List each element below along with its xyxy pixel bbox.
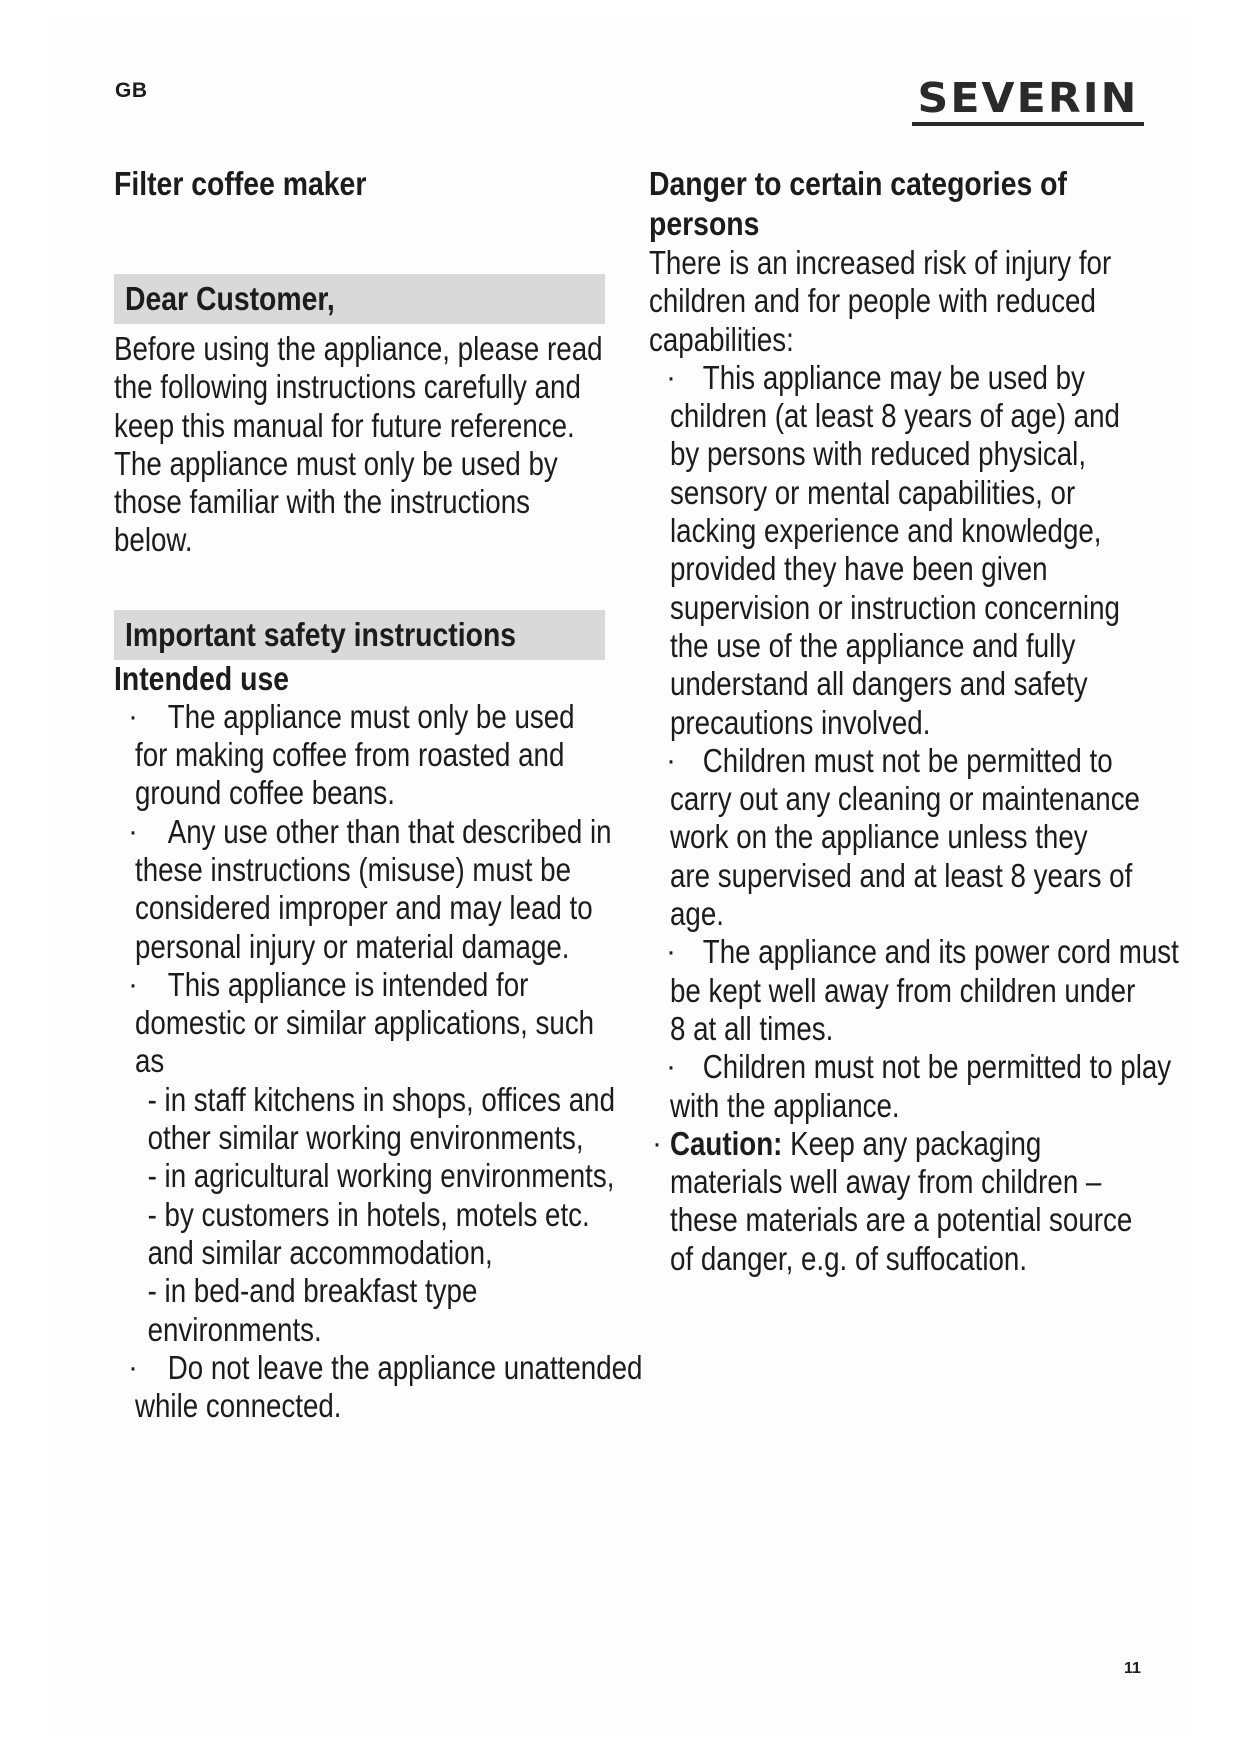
text-line: Do not leave the appliance unattended bbox=[167, 1348, 643, 1386]
text-line: This appliance may be used by bbox=[702, 358, 1085, 396]
text-line: the use of the appliance and fully bbox=[670, 626, 1076, 664]
dear-customer-heading-bar bbox=[114, 274, 605, 324]
bullet-dot: · bbox=[128, 814, 138, 848]
text-line: personal injury or material damage. bbox=[135, 927, 570, 965]
text-line: the following instructions carefully and bbox=[114, 368, 581, 406]
text-line: by persons with reduced physical, bbox=[670, 435, 1087, 473]
caution-text: Keep any packaging bbox=[782, 1124, 1042, 1162]
text-line: children and for people with reduced bbox=[649, 282, 1096, 320]
dear-customer-heading: Dear Customer, bbox=[125, 280, 335, 317]
text-line: these materials are a potential source bbox=[670, 1201, 1133, 1239]
bullet-dot: · bbox=[128, 967, 138, 1001]
bullet-item bbox=[649, 933, 1189, 1048]
danger-heading bbox=[649, 164, 1189, 244]
text-line: - in staff kitchens in shops, offices and bbox=[147, 1080, 616, 1118]
text-line: Any use other than that described in bbox=[167, 812, 612, 850]
text-line: This appliance is intended for bbox=[167, 965, 529, 1003]
text-line: age. bbox=[670, 895, 724, 933]
application-list bbox=[114, 1081, 644, 1349]
safety-heading-bar bbox=[114, 610, 605, 660]
page-title: Filter coffee maker bbox=[114, 165, 367, 202]
text-line: carry out any cleaning or maintenance bbox=[670, 780, 1140, 818]
text-line: with the appliance. bbox=[670, 1086, 900, 1124]
bullet-dot: · bbox=[666, 743, 676, 777]
text-line: work on the appliance unless they bbox=[670, 818, 1088, 856]
text-line: these instructions (misuse) must be bbox=[135, 850, 571, 888]
caution-label: Caution: bbox=[670, 1124, 783, 1162]
severin-logo bbox=[912, 76, 1144, 128]
text-line: 8 at all times. bbox=[670, 1009, 834, 1047]
text-line: - by customers in hotels, motels etc. bbox=[147, 1195, 590, 1233]
text-line: The appliance must only be used bbox=[167, 697, 575, 735]
text-line: environments. bbox=[147, 1310, 322, 1348]
bullet-item bbox=[114, 1349, 644, 1426]
logo-wordmark: SEVERIN bbox=[917, 74, 1139, 122]
text-line: precautions involved. bbox=[670, 703, 931, 741]
text-line: lacking experience and knowledge, bbox=[670, 512, 1102, 550]
text-line: as bbox=[135, 1042, 165, 1080]
text-line: domestic or similar applications, such bbox=[135, 1004, 595, 1042]
bullet-dot: · bbox=[128, 699, 138, 733]
heading-line: persons bbox=[649, 205, 760, 242]
bullet-dot: · bbox=[666, 360, 676, 394]
text-line: children (at least 8 years of age) and bbox=[670, 397, 1120, 435]
text-line: provided they have been given bbox=[670, 550, 1048, 588]
bullet-dot: · bbox=[666, 935, 676, 969]
page-number: 11 bbox=[1124, 1660, 1141, 1677]
language-code: GB bbox=[115, 79, 148, 102]
text-line: ground coffee beans. bbox=[135, 774, 395, 812]
left-column bbox=[114, 164, 644, 1425]
intended-use-heading: Intended use bbox=[114, 659, 290, 697]
text-line: of danger, e.g. of suffocation. bbox=[670, 1239, 1028, 1277]
right-column bbox=[649, 164, 1189, 1278]
bullet-item bbox=[649, 1048, 1189, 1125]
text-line: while connected. bbox=[135, 1387, 342, 1425]
caution-line bbox=[649, 1125, 1103, 1163]
text-line: Children must not be permitted to bbox=[702, 741, 1113, 779]
text-line: sensory or mental capabilities, or bbox=[670, 473, 1076, 511]
logo-underline bbox=[912, 122, 1144, 126]
text-line: supervision or instruction concerning bbox=[670, 588, 1120, 626]
text-line: are supervised and at least 8 years of bbox=[670, 856, 1133, 894]
text-line: keep this manual for future reference. bbox=[114, 406, 575, 444]
bullet-item bbox=[114, 966, 644, 1081]
bullet-dot: · bbox=[652, 1126, 662, 1160]
text-line: other similar working environments, bbox=[147, 1119, 584, 1157]
bullet-dot: · bbox=[128, 1350, 138, 1384]
bullet-item bbox=[114, 813, 644, 966]
bullet-item bbox=[649, 742, 1189, 933]
text-line: The appliance must only be used by bbox=[114, 444, 558, 482]
text-line: considered improper and may lead to bbox=[135, 889, 593, 927]
text-line: and similar accommodation, bbox=[147, 1233, 493, 1271]
text-line: those familiar with the instructions bbox=[114, 483, 530, 521]
text-line: Before using the appliance, please read bbox=[114, 330, 603, 367]
bullet-dot: · bbox=[666, 1050, 676, 1084]
text-line: below. bbox=[114, 521, 193, 559]
text-line: The appliance and its power cord must bbox=[702, 933, 1179, 971]
text-line: for making coffee from roasted and bbox=[135, 736, 565, 774]
text-line: materials well away from children – bbox=[670, 1163, 1102, 1201]
safety-heading: Important safety instructions bbox=[125, 615, 517, 653]
text-line: - in bed-and breakfast type bbox=[147, 1272, 478, 1310]
text-line: be kept well away from children under bbox=[670, 971, 1136, 1009]
text-line: - in agricultural working environments, bbox=[147, 1157, 615, 1195]
text-line: capabilities: bbox=[649, 320, 794, 358]
bullet-item bbox=[114, 698, 644, 813]
text-line: Children must not be permitted to play bbox=[702, 1048, 1172, 1086]
text-line: There is an increased risk of injury for bbox=[649, 244, 1112, 281]
dear-customer-text bbox=[114, 330, 644, 560]
caution-item bbox=[649, 1125, 1189, 1278]
text-line: understand all dangers and safety bbox=[670, 665, 1088, 703]
bullet-item bbox=[649, 359, 1189, 742]
heading-line: Danger to certain categories of bbox=[649, 165, 1067, 202]
